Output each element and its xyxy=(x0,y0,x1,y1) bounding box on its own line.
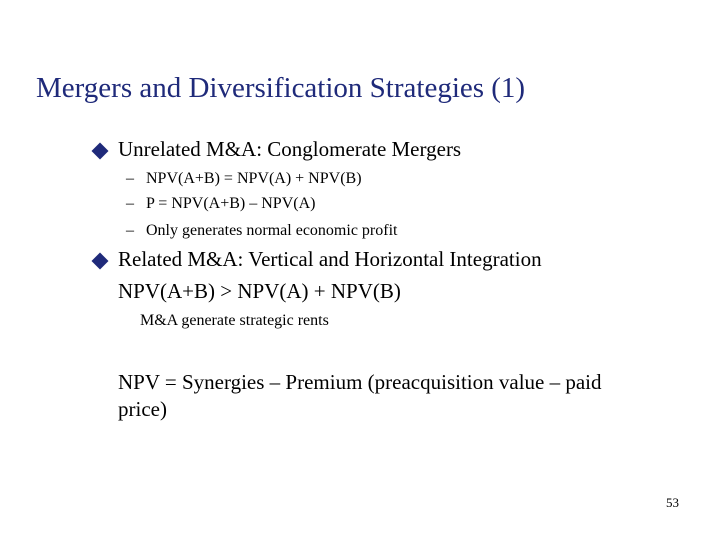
npv-formula-line-1: NPV = Synergies – Premium (preacquisition value – paid xyxy=(118,370,602,394)
dash-marker: – xyxy=(126,195,134,212)
bullet-note-strategic-rents: M&A generate strategic rents xyxy=(140,312,329,329)
subitem-text: Only generates normal economic profit xyxy=(146,222,398,239)
subitem-text: NPV(A+B) = NPV(A) + NPV(B) xyxy=(146,170,362,187)
bullet-text-unrelated: Unrelated M&A: Conglomerate Mergers xyxy=(118,137,462,161)
dash-marker: – xyxy=(126,222,134,239)
subitem-text: P = NPV(A+B) – NPV(A) xyxy=(146,195,316,212)
diamond-bullet-icon xyxy=(92,143,109,160)
bullet-text-related: Related M&A: Vertical and Horizontal Integration xyxy=(118,247,542,271)
page-number: 53 xyxy=(666,495,679,510)
dash-marker: – xyxy=(126,170,134,187)
diamond-bullet-icon xyxy=(92,253,109,270)
slide-title: Mergers and Diversification Strategies (1) xyxy=(36,72,526,104)
npv-formula-line-2: price) xyxy=(118,397,167,421)
bullet-continuation-npv: NPV(A+B) > NPV(A) + NPV(B) xyxy=(118,279,401,303)
